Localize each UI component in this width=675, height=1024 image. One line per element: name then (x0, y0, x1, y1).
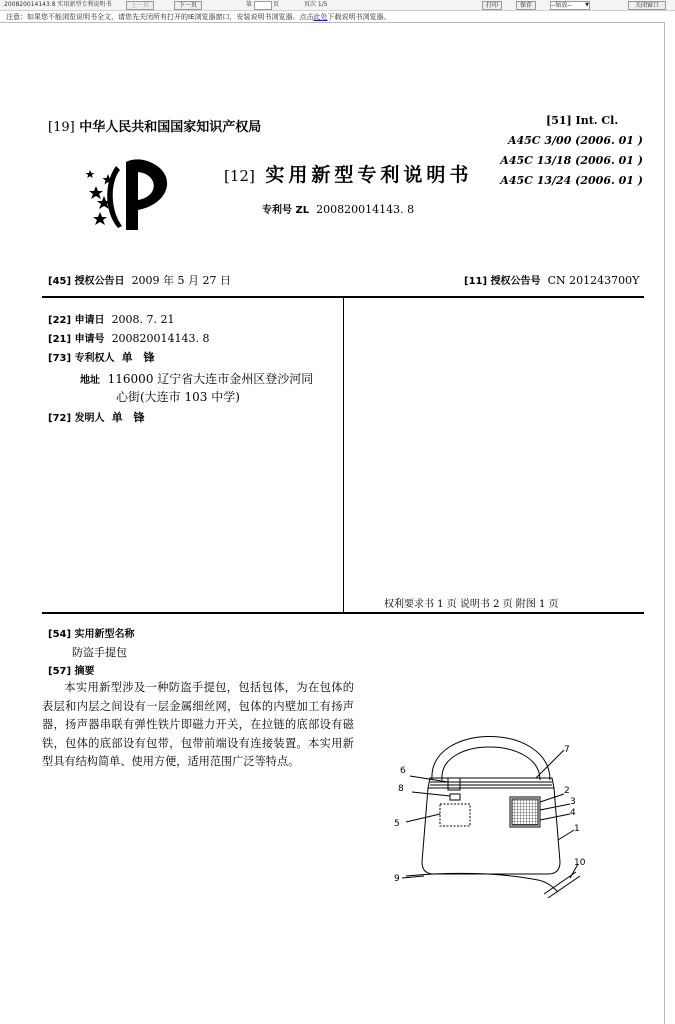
utility-model-title: 防盗手提包 (72, 646, 127, 659)
drawing-label: 7 (564, 745, 570, 755)
handbag-drawing (388, 722, 594, 898)
drawing-label: 9 (394, 874, 400, 884)
drawing-label: 4 (570, 808, 576, 818)
sipo-logo-icon (80, 152, 190, 232)
divider (42, 612, 644, 614)
drawing-label: 8 (398, 784, 404, 794)
page-label-post: 页 (273, 1, 280, 8)
intcl-label: [51] Int. Cl. (546, 114, 619, 127)
drawing-label: 3 (570, 797, 576, 807)
document-type-title (224, 160, 472, 187)
zoom-select[interactable] (550, 1, 590, 10)
patent-number (262, 201, 414, 216)
page-top-border (0, 22, 665, 23)
document-title: 200820014143.8 实用新型专利说明书 (4, 1, 112, 8)
field-value: 200820014143. 8 (111, 332, 210, 345)
section-code: [57] (48, 666, 72, 677)
field-code: [73] (48, 353, 72, 364)
office-code: [19] (48, 120, 75, 135)
field-label: 专利权人 (74, 353, 115, 364)
page-right-border (664, 22, 665, 1024)
field-label: 地址 (80, 375, 100, 386)
doc-type-code: [12] (224, 167, 255, 185)
patent-no-label: 专利号 ZL (262, 205, 310, 216)
field-value: 2008. 7. 21 (111, 313, 175, 326)
doc-type-text: 实用新型专利说明书 (265, 164, 473, 186)
drawing-label: 1 (574, 824, 580, 834)
drawing-label: 5 (394, 819, 400, 829)
pub-no-code: [11] (464, 276, 488, 287)
section-code: [54] (48, 629, 72, 640)
pub-date-code: [45] (48, 276, 72, 287)
title-label (48, 625, 135, 640)
drawing-label: 2 (564, 786, 570, 796)
intcl-item: A45C 13/18 (2006. 01 ) (500, 154, 643, 167)
viewer-toolbar (0, 0, 675, 11)
page-count: 页次 1/5 (304, 1, 328, 8)
section-label: 摘要 (74, 666, 95, 677)
abstract-label (48, 662, 95, 677)
download-link[interactable]: 此处 (313, 13, 328, 21)
browser-notice (6, 12, 391, 22)
pub-date-label: 授权公告日 (74, 276, 125, 287)
save-button[interactable]: 保存 (516, 1, 536, 10)
filing-date (48, 311, 175, 326)
application-number (48, 330, 210, 345)
office-heading (48, 116, 261, 135)
field-label: 发明人 (74, 413, 105, 424)
office-name: 中华人民共和国国家知识产权局 (79, 120, 262, 135)
field-label: 申请日 (74, 315, 105, 326)
close-window-button[interactable]: 关闭窗口 (628, 1, 666, 10)
intcl-item: A45C 3/00 (2006. 01 ) (507, 134, 643, 147)
drawing-label: 6 (400, 766, 406, 776)
address-line: 116000 辽宁省大连市金州区登沙河同 (107, 372, 314, 386)
publication-date (48, 272, 231, 288)
field-code: [22] (48, 315, 72, 326)
address-line: 心街(大连市 103 中学) (116, 390, 240, 404)
chevron-down-icon: ▼ (585, 2, 589, 8)
pages-info: 权利要求书 1 页 说明书 2 页 附图 1 页 (384, 599, 559, 610)
notice-text-after: 下载说明书浏览器。 (327, 13, 391, 21)
intcl-item: A45C 13/24 (2006. 01 ) (500, 174, 643, 187)
field-code: [21] (48, 334, 72, 345)
patent-no-value: 200820014143. 8 (316, 203, 415, 216)
column-divider (343, 298, 344, 612)
page-number-input[interactable] (254, 1, 272, 10)
pub-no-label: 授权公告号 (490, 276, 541, 287)
notice-text: 注意：如果您不能浏览说明书全文，请您先关闭所有打开的IE浏览器窗口，安装说明书浏览器。点击 (6, 13, 314, 21)
address (80, 370, 313, 387)
abstract-text: 本实用新型涉及一种防盗手提包，包括包体，为在包体的表层和内层之间设有一层金属细丝网，包体的内壁加工有扬声器，扬声器串联有弹性铁片即磁力开关，在拉链的底部设有磁铁，包体的底部设有包带，包带前端设有连接装置。本实用新型具有结构简单、使用方便，适用范围广泛等特点。 (42, 681, 354, 769)
prev-page-button[interactable]: 上一页 (126, 1, 154, 10)
next-page-button[interactable]: 下一页 (174, 1, 202, 10)
print-button[interactable]: 打印 (482, 1, 502, 10)
pub-no-value: CN 201243700Y (547, 274, 640, 287)
field-value: 单 锋 (121, 351, 155, 364)
inventor (48, 409, 145, 425)
patentee (48, 349, 155, 365)
zoom-select-value: --缩放-- (551, 2, 572, 9)
field-label: 申请号 (74, 334, 105, 345)
pub-date-value: 2009 年 5 月 27 日 (131, 274, 232, 287)
drawing-label: 10 (574, 858, 586, 868)
page-label-pre: 第 (246, 1, 253, 8)
field-value: 单 锋 (111, 411, 145, 424)
field-code: [72] (48, 413, 72, 424)
section-label: 实用新型名称 (74, 629, 135, 640)
publication-number (464, 272, 639, 287)
